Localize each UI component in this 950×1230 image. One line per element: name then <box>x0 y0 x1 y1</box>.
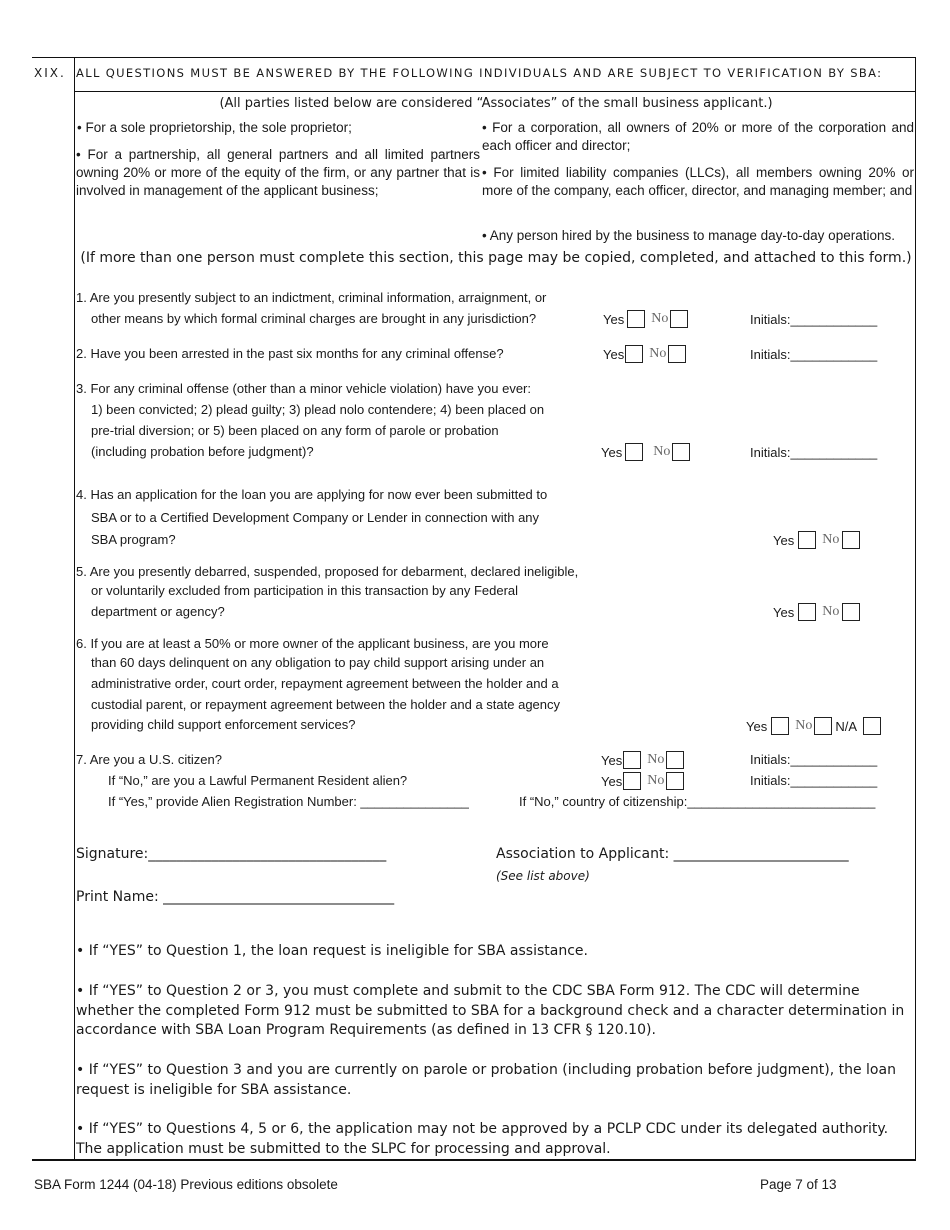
no-label: No <box>822 604 840 619</box>
question-6-line-5: providing child support enforcement services? <box>91 717 356 732</box>
question-7-no-checkbox[interactable] <box>666 751 684 769</box>
copy-note: (If more than one person must complete this section, this page may be copied, completed, and attached to this form.) <box>80 250 912 266</box>
question-2-yes-checkbox[interactable] <box>625 345 643 363</box>
question-5-line-1: 5. Are you presently debarred, suspended, proposed for debarment, declared ineligible, <box>76 564 579 579</box>
question-6-line-3: administrative order, court order, repayment agreement between the holder and a <box>91 676 559 691</box>
yes-label: Yes <box>773 532 795 548</box>
question-6-line-1: 6. If you are at least a 50% or more owner of the applicant business, are you more <box>76 636 549 651</box>
yes-label: Yes <box>601 444 623 460</box>
yes-label: Yes <box>601 773 623 789</box>
question-6-yes-checkbox[interactable] <box>771 717 789 735</box>
question-5-no-checkbox[interactable] <box>842 603 860 621</box>
question-7a-line: If “No,” are you a Lawful Permanent Resident alien? <box>108 773 408 788</box>
note-question-3-parole: • If “YES” to Question 3 and you are currently on parole or probation (including probation before judgment), the loan request is ineligible for SBA assistance. <box>76 1062 896 1098</box>
question-7a-initials[interactable]: Initials:____________ <box>750 773 878 788</box>
note-question-2-3: • If “YES” to Question 2 or 3, you must complete and submit to the CDC SBA Form 912. The CDC will determine whether the completed Form 912 must be submitted to SBA for a background check and a character determination in accordance with SBA Loan Program Requirements (as defined in 13 CFR § 120.10). <box>76 983 905 1038</box>
section-number: XIX. <box>34 66 66 80</box>
question-3-line-1: 3. For any criminal offense (other than a minor vehicle violation) have you ever: <box>76 381 531 396</box>
question-7-initials[interactable]: Initials:____________ <box>750 752 878 767</box>
party-partnership: • For a partnership, all general partners and all limited partners owning 20% or more of the equity of the firm, or any partner that is involved in management of the applicant business; <box>76 147 480 198</box>
question-2-yes-no <box>603 345 686 363</box>
question-2-initials[interactable]: Initials:____________ <box>750 347 878 362</box>
yes-label: Yes <box>601 752 623 768</box>
question-2-line-1: 2. Have you been arrested in the past six months for any criminal offense? <box>76 346 504 361</box>
no-label: No <box>653 444 671 459</box>
question-7a-yes-no <box>601 772 684 790</box>
question-7-yes-no <box>601 751 684 769</box>
associates-note: (All parties listed below are considered “Associates” of the small business applicant.) <box>219 96 773 111</box>
yes-label: Yes <box>773 604 795 620</box>
see-list-above-note: (See list above) <box>496 869 590 883</box>
question-6-yes-no-na <box>746 717 881 735</box>
question-3-line-2: 1) been convicted; 2) plead guilty; 3) plead nolo contendere; 4) been placed on <box>91 402 545 417</box>
question-5-line-2: or voluntarily excluded from participation in this transaction by any Federal <box>91 583 519 598</box>
section-header: ALL QUESTIONS MUST BE ANSWERED BY THE FOLLOWING INDIVIDUALS AND ARE SUBJECT TO VERIFICATION BY SBA: <box>76 66 883 80</box>
print-name-field[interactable]: Print Name: _________________________________ <box>76 889 395 905</box>
question-6-line-4: custodial parent, or repayment agreement between the holder and a state agency <box>91 697 561 712</box>
question-7-line-1: 7. Are you a U.S. citizen? <box>76 752 222 767</box>
question-1-yes-no <box>603 310 688 328</box>
question-4-line-3: SBA program? <box>91 532 176 547</box>
form-footer: SBA Form 1244 (04-18) Previous editions obsolete <box>34 1177 338 1192</box>
no-label: No <box>795 718 813 733</box>
alien-registration-number-field[interactable]: If “Yes,” provide Alien Registration Number: _______________ <box>108 794 469 809</box>
question-5-yes-checkbox[interactable] <box>798 603 816 621</box>
question-7-yes-checkbox[interactable] <box>623 751 641 769</box>
page-number: Page 7 of 13 <box>760 1177 837 1192</box>
question-1-initials[interactable]: Initials:____________ <box>750 312 878 327</box>
question-5-line-3: department or agency? <box>91 604 225 619</box>
question-4-yes-checkbox[interactable] <box>798 531 816 549</box>
no-label: No <box>822 532 840 547</box>
question-3-initials[interactable]: Initials:____________ <box>750 445 878 460</box>
question-7a-no-checkbox[interactable] <box>666 772 684 790</box>
question-4-no-checkbox[interactable] <box>842 531 860 549</box>
party-manager: • Any person hired by the business to manage day-to-day operations. <box>482 228 895 243</box>
question-3-yes-no <box>601 443 690 461</box>
no-label: No <box>651 311 669 326</box>
question-7a-yes-checkbox[interactable] <box>623 772 641 790</box>
frame-bottom-line <box>32 1159 916 1161</box>
no-label: No <box>649 346 667 361</box>
party-corporation: • For a corporation, all owners of 20% or more of the corporation and each officer and director; <box>482 120 914 153</box>
signature-field[interactable]: Signature:__________________________________ <box>76 846 387 862</box>
yes-label: Yes <box>603 346 625 362</box>
frame-left-line <box>74 57 75 1160</box>
party-llc: • For limited liability companies (LLCs), all members owning 20% or more of the company, each officer, director, and managing member; and <box>482 165 914 198</box>
note-question-4-5-6: • If “YES” to Questions 4, 5 or 6, the application may not be approved by a PCLP CDC under its delegated authority. The application must be submitted to the SLPC for processing and approval. <box>76 1121 889 1157</box>
question-2-no-checkbox[interactable] <box>668 345 686 363</box>
question-4-yes-no <box>773 531 860 549</box>
question-3-yes-checkbox[interactable] <box>625 443 643 461</box>
frame-right-line <box>915 57 916 1160</box>
frame-top-line <box>32 57 916 58</box>
question-5-yes-no <box>773 603 860 621</box>
question-1-line-1: 1. Are you presently subject to an indictment, criminal information, arraignment, or <box>76 290 547 305</box>
question-3-line-3: pre-trial diversion; or 5) been placed on any form of parole or probation <box>91 423 499 438</box>
na-label: N/A <box>835 718 858 734</box>
country-of-citizenship-field[interactable]: If “No,” country of citizenship:__________________________ <box>519 794 876 809</box>
question-4-line-2: SBA or to a Certified Development Company or Lender in connection with any <box>91 510 540 525</box>
question-1-line-2: other means by which formal criminal charges are brought in any jurisdiction? <box>91 311 537 326</box>
question-1-no-checkbox[interactable] <box>670 310 688 328</box>
note-question-1: • If “YES” to Question 1, the loan request is ineligible for SBA assistance. <box>76 943 588 959</box>
association-field[interactable]: Association to Applicant: _________________________ <box>496 846 849 862</box>
no-label: No <box>647 752 665 767</box>
question-4-line-1: 4. Has an application for the loan you are applying for now ever been submitted to <box>76 487 548 502</box>
question-3-no-checkbox[interactable] <box>672 443 690 461</box>
question-3-line-4: (including probation before judgment)? <box>91 444 314 459</box>
question-6-no-checkbox[interactable] <box>814 717 832 735</box>
yes-label: Yes <box>746 718 768 734</box>
frame-header-line <box>74 91 916 92</box>
question-1-yes-checkbox[interactable] <box>627 310 645 328</box>
yes-label: Yes <box>603 311 625 327</box>
question-6-line-2: than 60 days delinquent on any obligation to pay child support arising under an <box>91 655 545 670</box>
party-sole-proprietor: • For a sole proprietorship, the sole proprietor; <box>77 120 352 135</box>
no-label: No <box>647 773 665 788</box>
question-6-na-checkbox[interactable] <box>863 717 881 735</box>
